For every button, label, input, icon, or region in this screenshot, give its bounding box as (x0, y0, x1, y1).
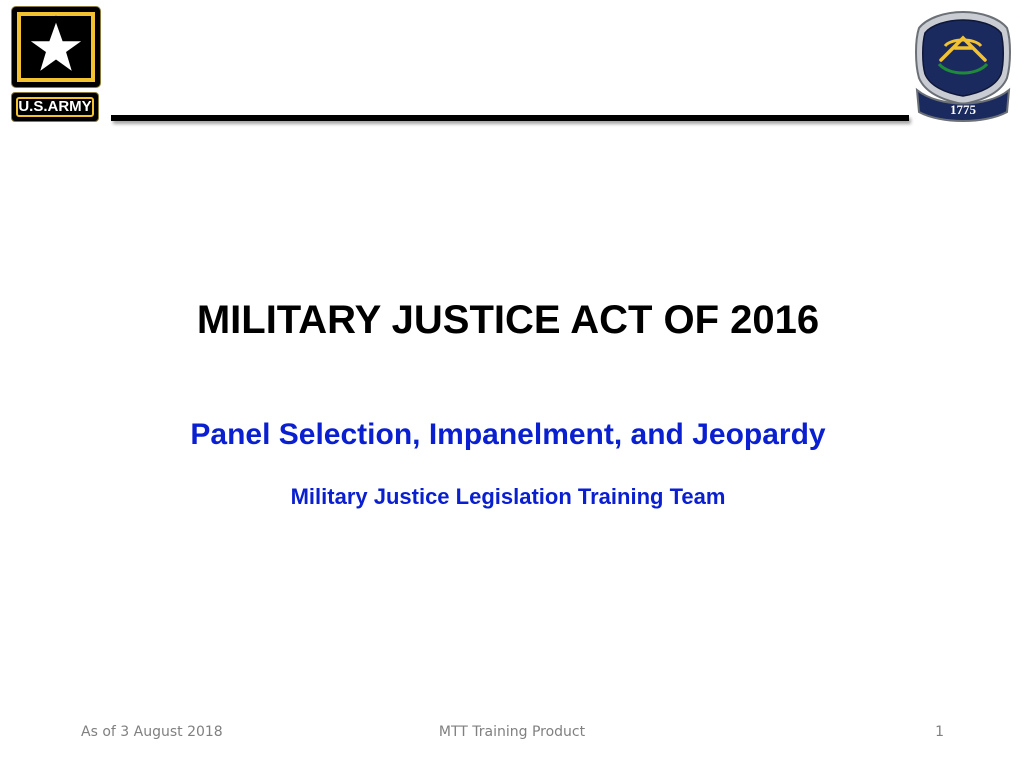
footer-date: As of 3 August 2018 (81, 724, 223, 740)
army-star-emblem (11, 6, 101, 88)
slide-number: 1 (935, 724, 944, 740)
presenter-team: Military Justice Legislation Training Team (290, 484, 726, 509)
header-divider (111, 115, 909, 121)
slide-subtitle: Panel Selection, Impanelment, and Jeopardy (190, 418, 826, 451)
jag-corps-crest-icon (911, 8, 1015, 126)
slide-title: MILITARY JUSTICE ACT OF 2016 (196, 298, 820, 342)
us-army-logo (11, 6, 101, 124)
army-wordmark-text: U.S.ARMY (16, 97, 94, 117)
army-wordmark (11, 92, 99, 122)
footer-product-label: MTT Training Product (438, 724, 586, 740)
army-star-icon (12, 7, 100, 87)
crest-year: 1775 (950, 102, 976, 117)
